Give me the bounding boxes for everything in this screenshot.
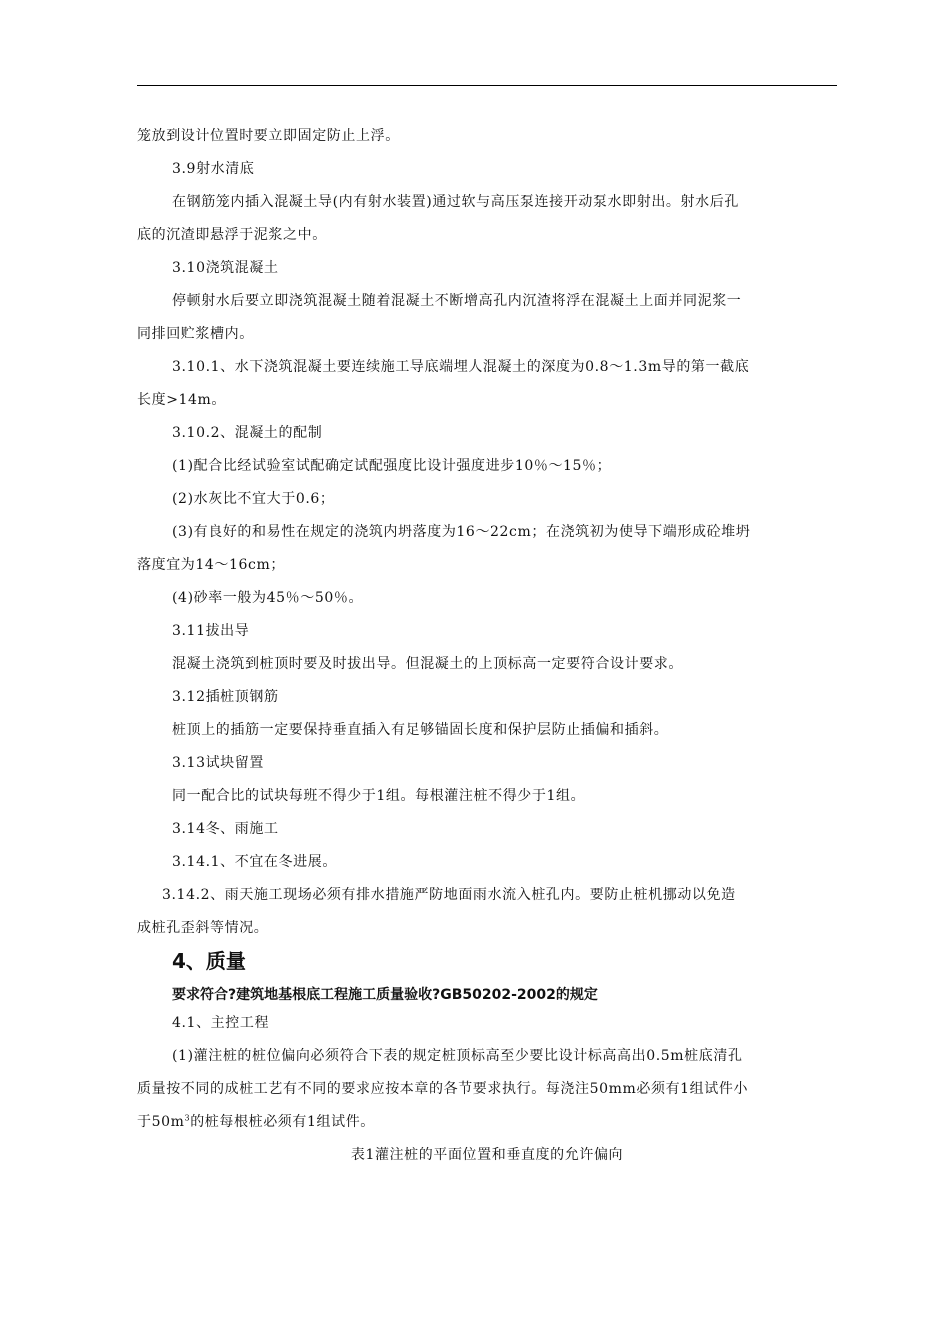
header-rule [137, 85, 837, 86]
heading-3-12: 3.12插桩顶钢筋 [172, 689, 279, 705]
paragraph-line: 落度宜为14～16cm； [137, 557, 285, 573]
text-fragment: 于50m [137, 1114, 185, 1130]
paragraph-line: 3.14.1、不宜在冬进展。 [172, 854, 337, 870]
paragraph-line: 质量按不同的成桩工艺有不同的要求应按本章的各节要求执行。每浇注50mm必须有1组试件小 [137, 1081, 749, 1097]
list-item: (4)砂率一般为45％～50％。 [172, 590, 364, 606]
paragraph-line: 长度>14m。 [137, 392, 227, 408]
heading-3-14: 3.14冬、雨施工 [172, 821, 279, 837]
paragraph-line: 同排回贮浆槽内。 [137, 326, 254, 342]
paragraph-line: 成桩孔歪斜等情况。 [137, 920, 269, 936]
paragraph-line: 底的沉渣即悬浮于泥浆之中。 [137, 227, 327, 243]
heading-3-10: 3.10浇筑混凝土 [172, 260, 279, 276]
section-subtitle: 要求符合?建筑地基根底工程施工质量验收?GB50202-2002的规定 [172, 987, 598, 1003]
paragraph-line [137, 1112, 375, 1132]
paragraph-line: 3.14.2、雨天施工现场必须有排水措施严防地面雨水流入桩孔内。要防止桩机挪动以免造 [162, 887, 736, 903]
paragraph-line: 在钢筋笼内插入混凝土导(内有射水装置)通过软与高压泵连接开动泵水即射出。射水后孔 [172, 194, 739, 210]
list-item: (2)水灰比不宜大于0.6； [172, 491, 335, 507]
heading-3-9: 3.9射水清底 [172, 161, 255, 177]
paragraph-line: 混凝土浇筑到桩顶时要及时拔出导。但混凝土的上顶标高一定要符合设计要求。 [172, 656, 683, 672]
text-fragment: 的桩每根桩必须有1组试件。 [190, 1114, 375, 1130]
section-title: 4、质量 [172, 949, 246, 973]
superscript: 3 [184, 1113, 191, 1123]
paragraph-line: 停顿射水后要立即浇筑混凝土随着混凝土不断增高孔内沉渣将浮在混凝土上面并同泥浆一 [172, 293, 742, 309]
paragraph-line: 桩顶上的插筋一定要保持垂直插入有足够锚固长度和保护层防止插偏和插斜。 [172, 722, 669, 738]
table-caption: 表1灌注桩的平面位置和垂直度的允许偏向 [350, 1147, 624, 1163]
paragraph-line: 3.10.1、水下浇筑混凝土要连续施工导底端埋人混凝土的深度为0.8～1.3m导的第一截底 [172, 359, 750, 375]
heading-4-1: 4.1、主控工程 [172, 1015, 270, 1031]
paragraph-line: (1)灌注桩的桩位偏向必须符合下表的规定桩顶标高至少要比设计标高高出0.5m桩底清孔 [172, 1048, 743, 1064]
list-item: (1)配合比经试验室试配确定试配强度比设计强度进步10％～15％； [172, 458, 612, 474]
paragraph-line: 笼放到设计位置时要立即固定防止上浮。 [137, 128, 400, 144]
heading-3-13: 3.13试块留置 [172, 755, 264, 771]
heading-3-10-2: 3.10.2、混凝土的配制 [172, 425, 323, 441]
list-item: (3)有良好的和易性在规定的浇筑内坍落度为16～22cm；在浇筑初为使导下端形成砼堆坍 [172, 524, 751, 540]
heading-3-11: 3.11拔出导 [172, 623, 250, 639]
paragraph-line: 同一配合比的试块每班不得少于1组。每根灌注桩不得少于1组。 [172, 788, 586, 804]
